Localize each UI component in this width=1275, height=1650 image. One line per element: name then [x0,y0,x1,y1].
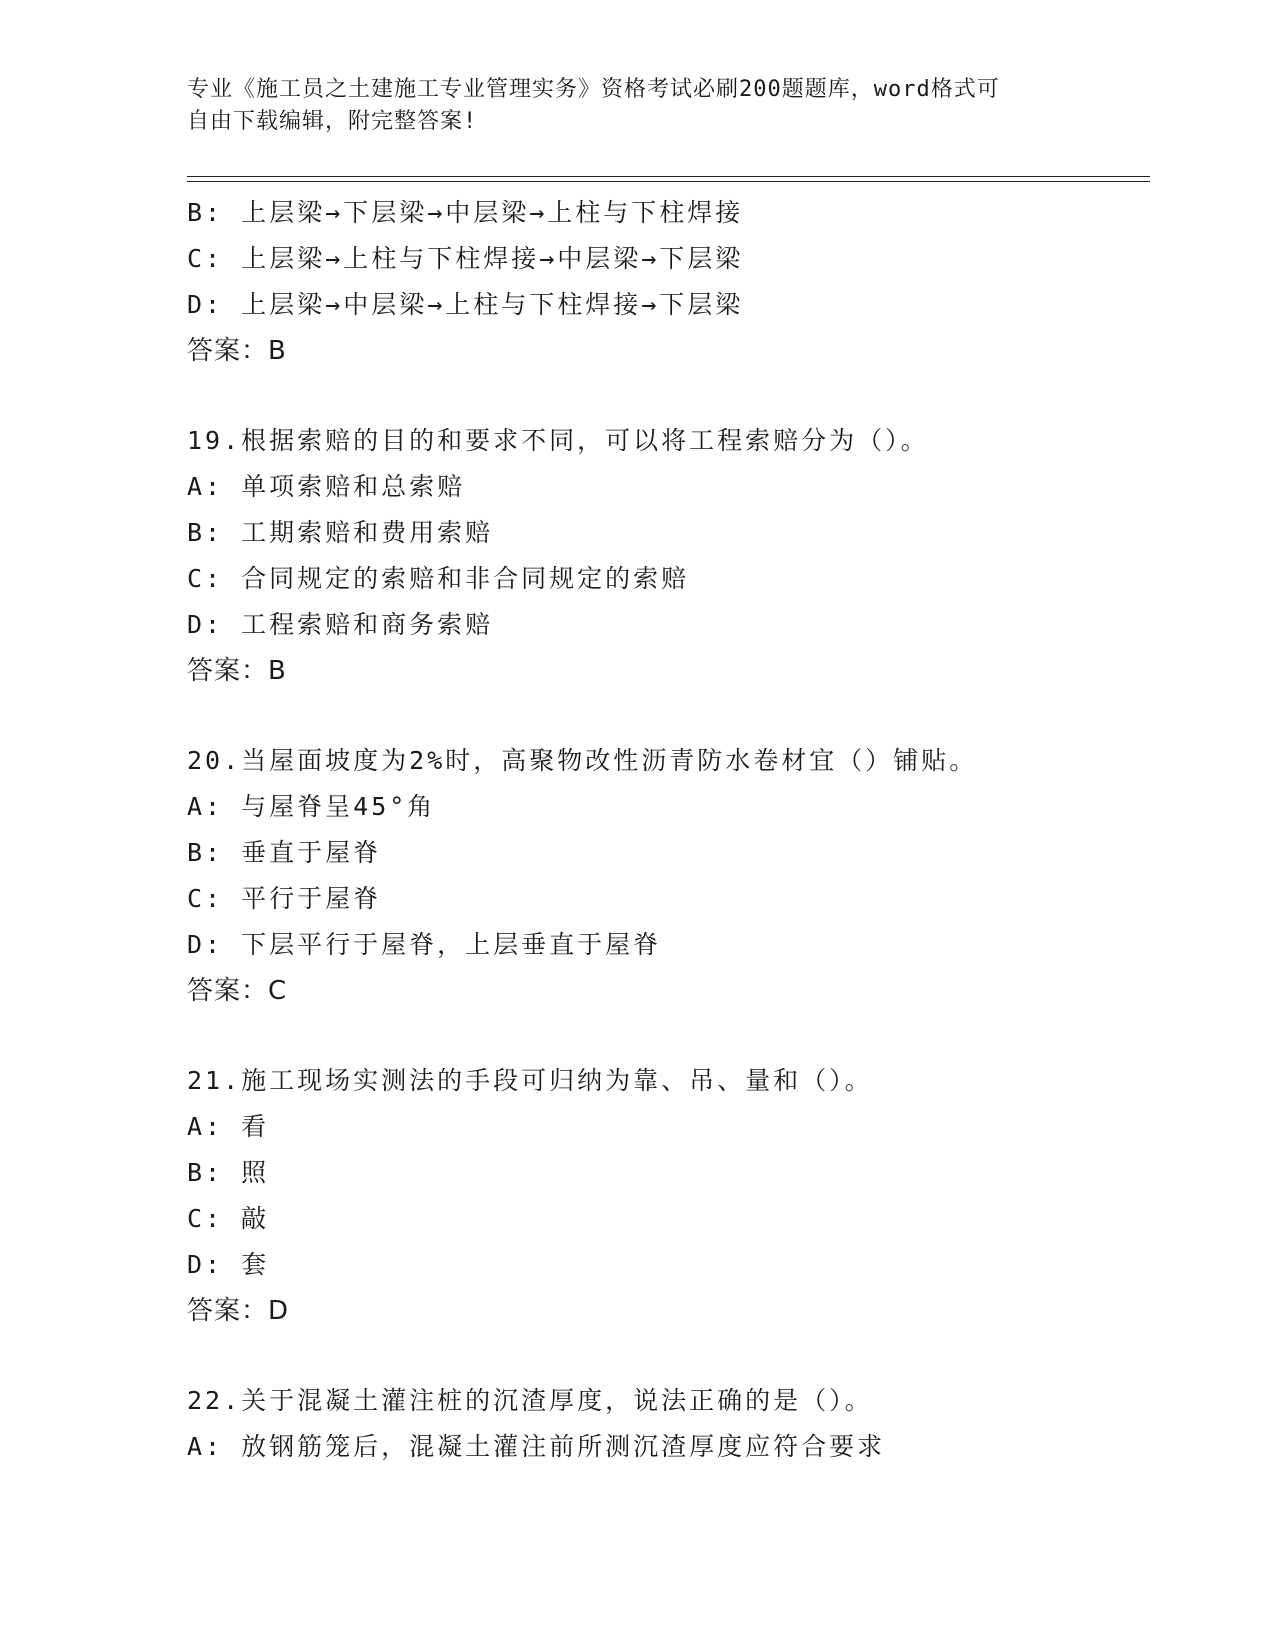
question-text: 19.根据索赔的目的和要求不同，可以将工程索赔分为（）。 [187,426,929,455]
question-19 [187,418,1147,694]
question-text: 20.当屋面坡度为2%时，高聚物改性沥青防水卷材宜（）铺贴。 [187,746,978,775]
question-text: 22.关于混凝土灌注桩的沉渣厚度，说法正确的是（）。 [187,1386,873,1415]
document-header [187,74,1067,138]
answer: 答案：C [187,976,288,1006]
header-line-2: 自由下载编辑，附完整答案! [187,109,478,134]
option-d: D: 上层梁→中层梁→上柱与下柱焊接→下层梁 [187,290,744,319]
option-a: A: 与屋脊呈45°角 [187,792,436,821]
answer: 答案：B [187,656,287,686]
question-21 [187,1058,1147,1334]
option-b: B: 工期索赔和费用索赔 [187,518,494,547]
header-line-1: 专业《施工员之土建施工专业管理实务》资格考试必刷200题题库，word格式可 [187,77,1000,102]
option-c: C: 平行于屋脊 [187,884,382,913]
option-a: A: 单项索赔和总索赔 [187,472,466,501]
option-a: A: 放钢筋笼后，混凝土灌注前所测沉渣厚度应符合要求 [187,1432,886,1461]
option-d: D: 下层平行于屋脊，上层垂直于屋脊 [187,930,662,959]
question-20 [187,738,1147,1014]
option-d: D: 套 [187,1250,270,1279]
answer: 答案：D [187,1296,290,1326]
question-18-tail [187,190,1147,374]
answer: 答案：B [187,336,287,366]
option-b: B: 照 [187,1158,270,1187]
question-22 [187,1378,1147,1470]
header-divider-bottom [187,181,1150,182]
option-c: C: 合同规定的索赔和非合同规定的索赔 [187,564,690,593]
option-c: C: 上层梁→上柱与下柱焊接→中层梁→下层梁 [187,244,744,273]
question-list [187,190,1147,1470]
option-a: A: 看 [187,1112,270,1141]
option-b: B: 上层梁→下层梁→中层梁→上柱与下柱焊接 [187,198,744,227]
option-d: D: 工程索赔和商务索赔 [187,610,494,639]
option-b: B: 垂直于屋脊 [187,838,382,867]
question-text: 21.施工现场实测法的手段可归纳为靠、吊、量和（）。 [187,1066,873,1095]
option-c: C: 敲 [187,1204,270,1233]
header-divider-top [187,176,1150,177]
